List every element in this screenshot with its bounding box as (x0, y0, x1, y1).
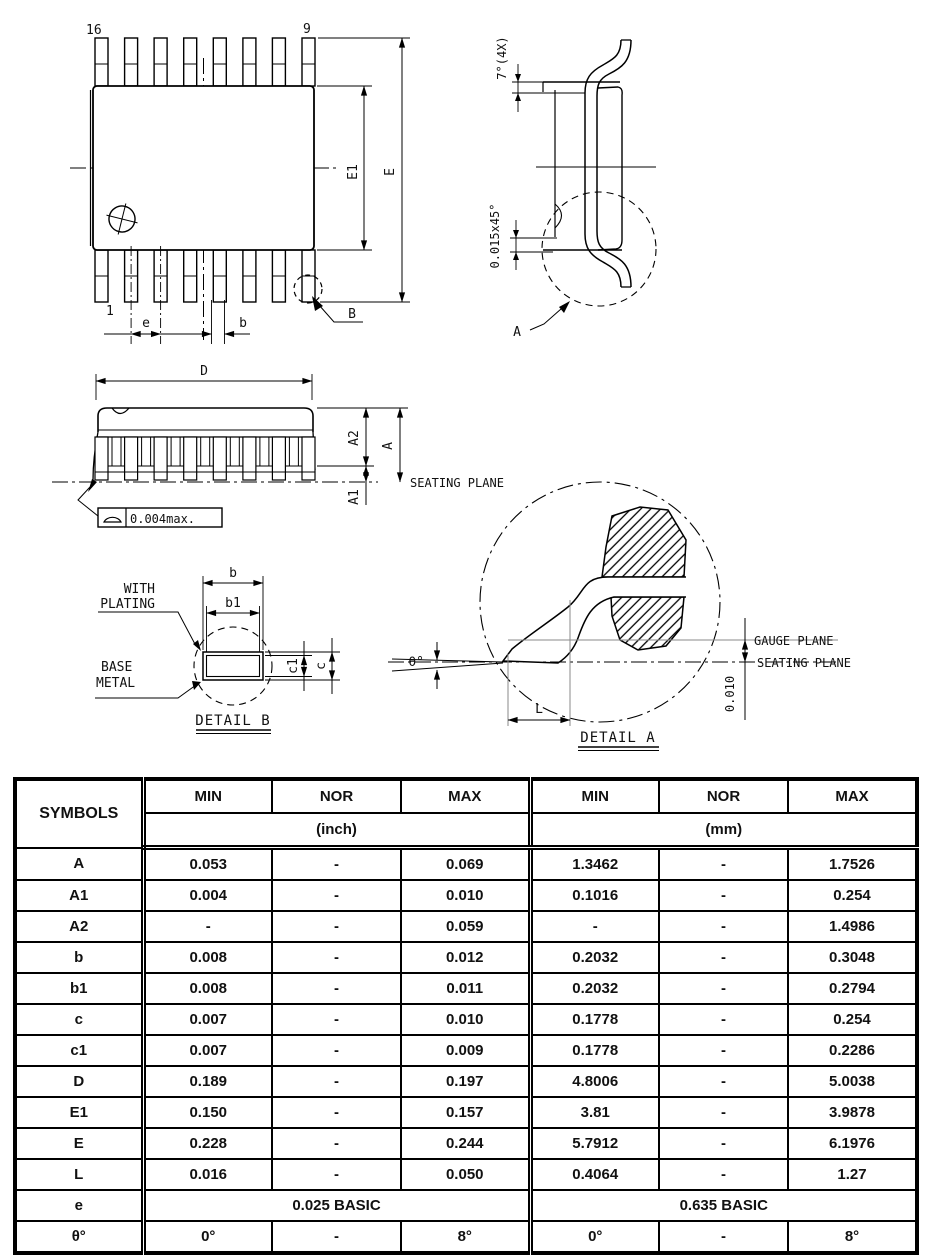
detail-a (388, 482, 851, 751)
value-cell: 0.010 (401, 880, 530, 911)
table-row (15, 1097, 917, 1128)
seating-plane-label: SEATING PLANE (410, 476, 504, 490)
value-cell: - (659, 942, 788, 973)
value-cell: - (659, 880, 788, 911)
value-cell: - (659, 973, 788, 1004)
dim-a-label: A (381, 442, 396, 450)
dim-table-body (15, 848, 917, 1254)
value-cell: 8° (401, 1221, 530, 1253)
value-cell: 8° (788, 1221, 917, 1253)
detail-b-dim-b1: b1 (225, 596, 241, 611)
value-cell: 0° (530, 1221, 659, 1253)
value-cell: - (659, 1066, 788, 1097)
value-cell: 0.016 (143, 1159, 272, 1190)
value-cell: 0.150 (143, 1097, 272, 1128)
body-section-lower (611, 597, 684, 650)
detail-b-dim-b: b (229, 566, 237, 581)
dim-b-label: b (239, 316, 247, 331)
value-cell: - (143, 911, 272, 942)
detail-b (95, 566, 340, 734)
value-cell: 0.2286 (788, 1035, 917, 1066)
value-cell: - (659, 1035, 788, 1066)
detail-b-dim-c: c (314, 662, 329, 670)
table-row (15, 1190, 917, 1221)
table-row (15, 911, 917, 942)
detail-b-callout-circle (294, 275, 322, 303)
value-cell: 0.010 (401, 1004, 530, 1035)
header-mm-min: MIN (530, 779, 659, 813)
value-cell: - (659, 1128, 788, 1159)
lead-angle-note: 7°(4X) (495, 36, 509, 80)
value-cell: - (659, 1097, 788, 1128)
table-row (15, 880, 917, 911)
value-cell: - (272, 1159, 401, 1190)
value-cell: 0.254 (788, 880, 917, 911)
value-cell: 0.059 (401, 911, 530, 942)
value-cell: - (272, 973, 401, 1004)
with-plating-label-2: PLATING (100, 597, 155, 612)
header-symbols: SYMBOLS (15, 779, 143, 848)
end-view (488, 36, 656, 340)
value-cell: 0.011 (401, 973, 530, 1004)
value-cell: 0.2032 (530, 942, 659, 973)
value-cell: - (272, 1097, 401, 1128)
table-row (15, 973, 917, 1004)
flatness-frame (78, 479, 222, 527)
dim-d-label: D (200, 364, 208, 379)
header-inch-min: MIN (143, 779, 272, 813)
value-cell: - (272, 1066, 401, 1097)
pin-1-label: 1 (106, 304, 114, 319)
base-metal-label-2: METAL (96, 676, 136, 691)
symbol-cell: L (15, 1159, 143, 1190)
theta-label: θ° (408, 655, 424, 670)
value-cell: 0.3048 (788, 942, 917, 973)
table-row (15, 1004, 917, 1035)
header-inch-max: MAX (401, 779, 530, 813)
with-plating-label-1: WITH (123, 582, 155, 597)
symbol-cell: A1 (15, 880, 143, 911)
table-row (15, 1159, 917, 1190)
symbol-cell: c (15, 1004, 143, 1035)
value-cell: - (659, 848, 788, 881)
detail-ref-a-label: A (513, 325, 521, 340)
value-cell: 0.053 (143, 848, 272, 881)
dim-e-label: e (142, 316, 150, 331)
dim-l-label: L (535, 702, 543, 717)
value-cell: 0.004 (143, 880, 272, 911)
dim-a1-label: A1 (347, 489, 362, 505)
value-cell: 0.2032 (530, 973, 659, 1004)
value-cell: 0.4064 (530, 1159, 659, 1190)
dimension-table-section (13, 777, 919, 1254)
symbol-cell: E (15, 1128, 143, 1159)
value-cell: - (272, 1221, 401, 1253)
detail-a-seating-plane-label: SEATING PLANE (757, 656, 851, 670)
side-view (52, 364, 504, 527)
side-front-leads (95, 437, 315, 480)
symbol-cell: c1 (15, 1035, 143, 1066)
top-view (70, 22, 410, 344)
value-cell: 3.81 (530, 1097, 659, 1128)
dim-e-overall-label: E (383, 168, 398, 176)
value-cell: - (659, 911, 788, 942)
value-cell: 0.008 (143, 942, 272, 973)
symbol-cell: b (15, 942, 143, 973)
detail-a-caption: DETAIL A (580, 730, 656, 746)
value-cell: 0.157 (401, 1097, 530, 1128)
value-cell: - (530, 911, 659, 942)
value-cell: 4.8006 (530, 1066, 659, 1097)
bottom-pins (95, 250, 315, 302)
value-cell: 6.1976 (788, 1128, 917, 1159)
value-cell: - (272, 880, 401, 911)
value-cell: 1.4986 (788, 911, 917, 942)
header-inch-unit: (inch) (143, 813, 530, 848)
value-cell: 0.197 (401, 1066, 530, 1097)
value-cell: 1.7526 (788, 848, 917, 881)
span-cell-inch: 0.025 BASIC (143, 1190, 530, 1221)
value-cell: 3.9878 (788, 1097, 917, 1128)
value-cell: 0.069 (401, 848, 530, 881)
value-cell: - (272, 1035, 401, 1066)
value-cell: 0.007 (143, 1035, 272, 1066)
package-body (93, 86, 314, 250)
symbol-cell: θ° (15, 1221, 143, 1253)
detail-b-dim-c1: c1 (286, 658, 301, 674)
value-cell: - (659, 1004, 788, 1035)
value-cell: - (659, 1221, 788, 1253)
table-row (15, 1066, 917, 1097)
value-cell: 0.1016 (530, 880, 659, 911)
top-pins (95, 38, 315, 86)
value-cell: 0.009 (401, 1035, 530, 1066)
value-cell: - (272, 942, 401, 973)
value-cell: 0.244 (401, 1128, 530, 1159)
symbol-cell: A2 (15, 911, 143, 942)
header-inch-nor: NOR (272, 779, 401, 813)
pin-9-label: 9 (303, 22, 311, 37)
value-cell: 0.254 (788, 1004, 917, 1035)
detail-ref-b-label: B (348, 307, 356, 322)
flatness-value: 0.004max. (130, 512, 196, 526)
base-metal-label-1: BASE (101, 660, 133, 675)
value-cell: 0.007 (143, 1004, 272, 1035)
value-cell: 0.012 (401, 942, 530, 973)
symbol-cell: D (15, 1066, 143, 1097)
symbol-cell: b1 (15, 973, 143, 1004)
symbol-cell: A (15, 848, 143, 881)
dim-e1-label: E1 (346, 164, 361, 180)
value-cell: - (272, 1128, 401, 1159)
value-cell: 0.2794 (788, 973, 917, 1004)
span-cell-mm: 0.635 BASIC (530, 1190, 917, 1221)
table-row (15, 942, 917, 973)
value-cell: - (272, 911, 401, 942)
value-cell: 1.3462 (530, 848, 659, 881)
pin-16-label: 16 (86, 23, 102, 38)
dimension-table (13, 777, 919, 1254)
table-row (15, 848, 917, 881)
detail-b-caption: DETAIL B (195, 713, 271, 729)
header-mm-max: MAX (788, 779, 917, 813)
gauge-offset-value: 0.010 (723, 675, 737, 713)
value-cell: - (272, 1004, 401, 1035)
value-cell: 0.228 (143, 1128, 272, 1159)
table-header (15, 779, 917, 848)
value-cell: 0.1778 (530, 1035, 659, 1066)
table-row (15, 1128, 917, 1159)
header-mm-unit: (mm) (530, 813, 917, 848)
table-row (15, 1035, 917, 1066)
value-cell: 5.0038 (788, 1066, 917, 1097)
dim-a2-label: A2 (347, 430, 362, 446)
gauge-plane-label: GAUGE PLANE (754, 634, 834, 648)
value-cell: 0.1778 (530, 1004, 659, 1035)
value-cell: - (659, 1159, 788, 1190)
side-back-leads (112, 437, 298, 466)
body-section-upper (602, 507, 686, 577)
table-row (15, 1221, 917, 1253)
value-cell: 0.008 (143, 973, 272, 1004)
value-cell: 0.189 (143, 1066, 272, 1097)
value-cell: 0.050 (401, 1159, 530, 1190)
symbol-cell: E1 (15, 1097, 143, 1128)
value-cell: 5.7912 (530, 1128, 659, 1159)
header-mm-nor: NOR (659, 779, 788, 813)
symbol-cell: e (15, 1190, 143, 1221)
chamfer-note: 0.015x45° (488, 203, 502, 269)
value-cell: 0° (143, 1221, 272, 1253)
value-cell: 1.27 (788, 1159, 917, 1190)
value-cell: - (272, 848, 401, 881)
